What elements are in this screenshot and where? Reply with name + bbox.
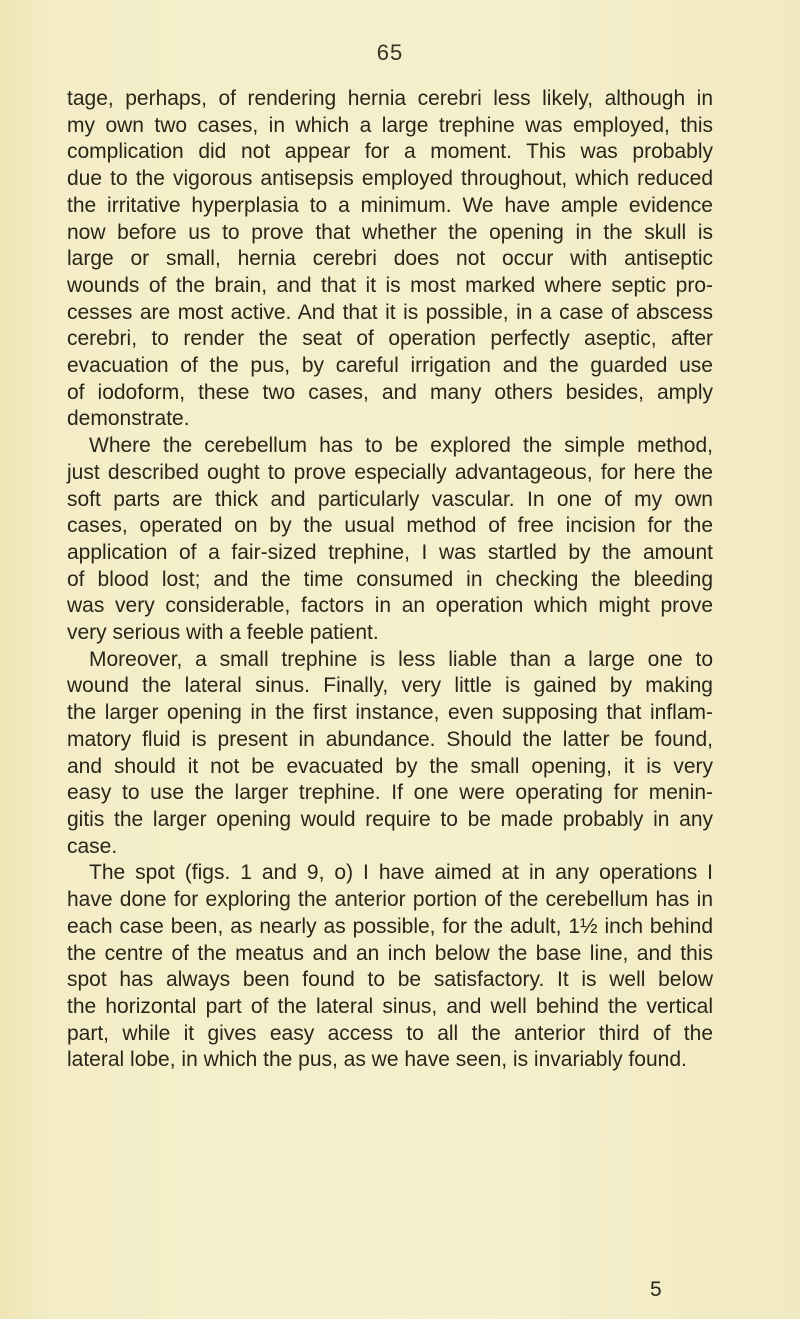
text-line: part, while it gives easy access to all the anterior third of the [67,1021,713,1045]
page-number: 65 [376,40,404,65]
text-line: of iodoform, these two cases, and many others besides, amply [67,380,713,404]
text-line: application of a fair-sized trephine, I was startled by the amount [67,540,713,564]
text-line: spot has always been found to be satisfactory. It is well below [67,968,713,992]
text-line: Moreover, a small trephine is less liable than a large one to [89,647,713,671]
text-line: the horizontal part of the lateral sinus, and well behind the vertical [67,994,713,1018]
text-line: tage, perhaps, of rendering hernia cerebri less likely, although in [67,87,713,110]
text-line: very serious with a feeble patient. [67,621,379,645]
text-line: wound the lateral sinus. Finally, very little is gained by making [67,674,713,698]
text-line: soft parts are thick and particularly vascular. In one of my own [67,487,713,511]
text-line: cesses are most active. And that it is possible, in a case of abscess [67,300,713,324]
text-line: just described ought to prove especially advantageous, for here the [67,460,713,484]
text-line: demonstrate. [67,407,190,431]
text-line: easy to use the larger trephine. If one were operating for menin- [67,781,713,805]
text-line: case. [67,834,118,858]
body-text [67,86,713,1074]
text-line: my own two cases, in which a large trephine was employed, this [67,113,713,137]
text-line: large or small, hernia cerebri does not occur with antiseptic [67,247,713,271]
text-line: the irritative hyperplasia to a minimum. We have ample evidence [67,193,713,217]
text-line: Where the cerebellum has to be explored the simple method, [89,434,713,458]
text-line: complication did not appear for a moment. This was probably [67,140,713,164]
signature-mark: 5 [650,1278,662,1301]
text-line: cases, operated on by the usual method of free incision for the [67,514,713,538]
text-line: the larger opening in the first instance, even supposing that inflam- [67,701,713,725]
text-line: cerebri, to render the seat of operation perfectly aseptic, after [67,327,713,351]
text-line: evacuation of the pus, by careful irrigation and the guarded use [67,354,713,378]
text-line: now before us to prove that whether the opening in the skull is [67,220,713,244]
text-line: due to the vigorous antisepsis employed throughout, which reduced [67,167,713,191]
text-line: lateral lobe, in which the pus, as we have seen, is invariably found. [67,1048,687,1072]
text-line: of blood lost; and the time consumed in checking the bleeding [67,567,713,591]
text-line: have done for exploring the anterior portion of the cerebellum has in [67,888,713,912]
text-line: gitis the larger opening would require to be made probably in any [67,807,713,831]
text-line: was very considerable, factors in an operation which might prove [67,594,713,618]
text-line: The spot (figs. 1 and 9, o) I have aimed at in any operations I [89,861,713,885]
text-line: the centre of the meatus and an inch below the base line, and this [67,941,713,965]
text-line: matory fluid is present in abundance. Should the latter be found, [67,727,713,751]
text-line: wounds of the brain, and that it is most marked where septic pro- [67,273,713,297]
text-line: and should it not be evacuated by the small opening, it is very [67,754,713,778]
text-line: each case been, as nearly as possible, for the adult, 1½ inch behind [67,914,713,938]
